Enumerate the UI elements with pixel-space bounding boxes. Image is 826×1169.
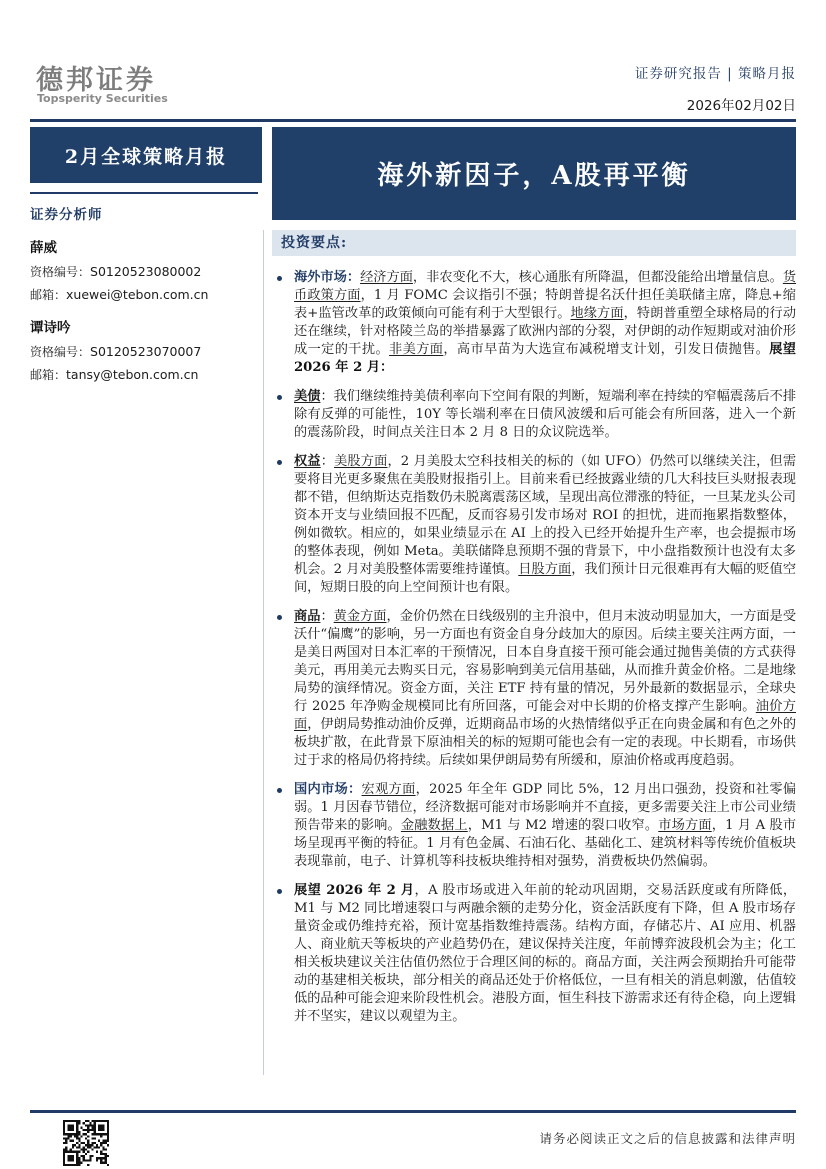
report-series-banner: 2月全球策略月报 [30,127,262,183]
column-divider-line [263,230,264,1075]
investment-point: 展望 2026 年 2 月，A 股市场或进入年前的轮动巩固期，交易活跃度或有所降低，M1 与 M2 同比增速裂口与两融余额的走势分化，资金活跃度有下降，但 A 股市场存量资金或仍维持充裕，预计宽基指数维持震荡。结构方面，存储芯片、AI 应用、机器人、商业航天等板块的产业趋势仍在，建议保持关注度，年前博弈波段机会为主；化工相关板块建议关注估值仍然位于合理区间的标的。商品方面，关注两会预期抬升可能带动的基建相关板块，部分相关的商品还处于价格低位，一旦有相关的消息刺激，估值较低的品种可能会迎来阶段性机会。港股方面，恒生科技下游需求还有待企稳，向上逻辑并不坚实，建议以观望为主。 [272,882,796,1026]
analyst-cert: 资格编号：S0120523070007 [30,344,202,359]
analyst-list [30,236,258,383]
analyst-name: 谭诗吟 [30,320,71,336]
report-date: 2026年02月02日 [686,98,796,114]
footer-disclaimer: 请务必阅读正文之后的信息披露和法律声明 [539,1131,796,1146]
analyst-name: 薛威 [30,240,57,256]
investment-point: 权益：美股方面，2 月美股太空科技相关的标的（如 UFO）仍然可以继续关注，但需要将目光更多聚焦在美股财报指引上。目前来看已经披露业绩的几大科技巨头财报表现都不错，但纳斯达克指数仍未脱离震荡区域，呈现出高位滞涨的特征，一旦某龙头公司资本开支与业绩回报不匹配，反而容易引发市场对 ROI 的担忧，进而拖累指数整体，例如微软。相应的，如果业绩显示在 AI 上的投入已经开始提升生产率，也会提振市场的整体表现，例如 Meta。美联储降息预期不强的背景下，中小盘指数预计也没有太多机会。2 月对美股整体需要维持谨慎。日股方面，我们预计日元很难再有大幅的贬值空间，短期日股的向上空间预计也有限。 [272,453,796,597]
investment-points-list [272,269,796,1026]
analyst-email: 邮箱：xuewei@tebon.com.cn [30,287,209,302]
main-content [272,230,796,1037]
report-type-label: 证券研究报告 | 策略月报 [634,66,796,82]
company-logo-en: Topsperity Securities [37,92,168,105]
analyst-section-title: 证券分析师 [30,192,258,223]
company-logo: 德邦证券 [36,65,156,96]
header-divider-line [30,119,796,122]
analyst-sidebar [30,192,258,390]
qr-code-icon [63,1120,109,1166]
investment-point: 海外市场：经济方面，非农变化不大，核心通胀有所降温，但都没能给出增量信息。货币政策方面，1 月 FOMC 会议指引不强；特朗普提名沃什担任美联储主席，降息+缩表+监管改革的政策倾向可能有利于大型银行。地缘方面，特朗普重塑全球格局的行动还在继续，针对格陵兰岛的举措暴露了欧洲内部的分裂，对伊朗的动作短期或对油价形成一定的干扰。非美方面，高市早苗为大选宣布减税增支计划，引发日债抛售。展望 2026 年 2 月： [272,269,796,377]
investment-point: 商品：黄金方面，金价仍然在日线级别的主升浪中，但月末波动明显加大，一方面是受沃什“偏鹰”的影响，另一方面也有资金自身分歧加大的原因。后续主要关注两方面，一是美日两国对日本汇率的干预情况，日本自身直接干预可能会通过抛售美债的方式获得美元，再用美元去购买日元，容易影响到美元信用基础，从而推升黄金价格。二是地缘局势的演绎情况。资金方面，关注 ETF 持有量的情况，另外最新的数据显示，全球央行 2025 年净购金规模同比有所回落，可能会对中长期的价格支撑产生影响。油价方面，伊朗局势推动油价反弹，近期商品市场的火热情绪似乎正在向贵金属和有色之外的板块扩散，在此背景下原油相关的标的短期可能也会有一定的表现。中长期看，市场供过于求的格局仍将持续。后续如果伊朗局势有所缓和，原油价格或再度趋弱。 [272,608,796,770]
analyst-email: 邮箱：tansy@tebon.com.cn [30,367,199,382]
analyst-card [30,316,258,383]
footer-divider-line [30,1110,796,1113]
report-title: 海外新因子，A股再平衡 [272,127,796,220]
investment-point: 国内市场：宏观方面，2025 年全年 GDP 同比 5%，12 月出口强劲，投资和社零偏弱。1 月因春节错位，经济数据可能对市场影响并不直接，更多需要关注上市公司业绩预告带来的影响。金融数据上，M1 与 M2 增速的裂口收窄。市场方面，1 月 A 股市场呈现再平衡的特征。1 月有色金属、石油石化、基础化工、建筑材料等传统价值板块表现靠前，电子、计算机等科技板块维持相对强势，消费板块仍然偏弱。 [272,781,796,871]
investment-point: 美债：我们继续维持美债利率向下空间有限的判断，短端利率在持续的窄幅震荡后不排除有反弹的可能性，10Y 等长端利率在日债风波缓和后可能会有所回落，进入一个新的震荡阶段，时间点关注日本 2 月 8 日的众议院选举。 [272,388,796,442]
analyst-cert: 资格编号：S0120523080002 [30,264,202,279]
analyst-card [30,236,258,303]
investment-points-header: 投资要点: [272,230,796,256]
